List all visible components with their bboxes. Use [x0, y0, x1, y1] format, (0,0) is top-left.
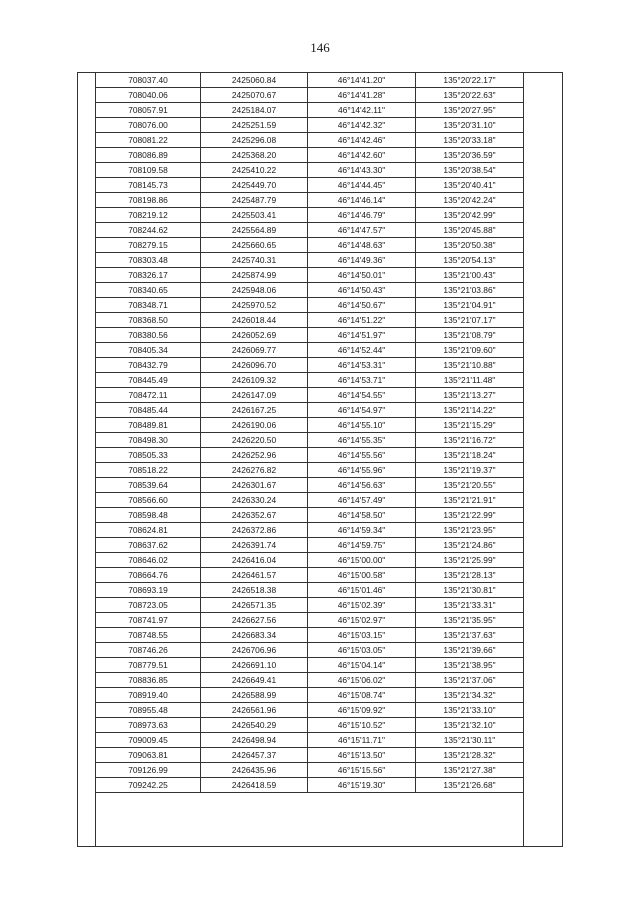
longitude-cell: 135°21'27.38"	[416, 763, 524, 778]
longitude-cell: 135°20'36.59"	[416, 148, 524, 163]
longitude-cell: 135°21'07.17"	[416, 313, 524, 328]
longitude-cell: 135°21'34.32"	[416, 688, 524, 703]
table-row	[96, 313, 524, 328]
longitude-cell: 135°21'33.31"	[416, 598, 524, 613]
y-coordinate-cell: 2426372.86	[201, 523, 308, 538]
x-coordinate-cell: 708489.81	[96, 418, 201, 433]
table-row	[96, 478, 524, 493]
longitude-cell: 135°21'30.11"	[416, 733, 524, 748]
x-coordinate-cell: 708646.02	[96, 553, 201, 568]
latitude-cell: 46°14'58.50"	[308, 508, 416, 523]
y-coordinate-cell: 2426691.10	[201, 658, 308, 673]
table-row	[96, 298, 524, 313]
latitude-cell: 46°14'42.11"	[308, 103, 416, 118]
latitude-cell: 46°14'54.55"	[308, 388, 416, 403]
longitude-cell: 135°21'26.68"	[416, 778, 524, 793]
table-row	[96, 283, 524, 298]
longitude-cell: 135°21'11.48"	[416, 373, 524, 388]
table-row	[96, 403, 524, 418]
x-coordinate-cell: 709242.25	[96, 778, 201, 793]
longitude-cell: 135°21'00.43"	[416, 268, 524, 283]
latitude-cell: 46°15'13.50"	[308, 748, 416, 763]
x-coordinate-cell: 708637.62	[96, 538, 201, 553]
y-coordinate-cell: 2426540.29	[201, 718, 308, 733]
table-row	[96, 148, 524, 163]
x-coordinate-cell: 708040.06	[96, 88, 201, 103]
latitude-cell: 46°15'02.97"	[308, 613, 416, 628]
y-coordinate-cell: 2426096.70	[201, 358, 308, 373]
latitude-cell: 46°15'08.74"	[308, 688, 416, 703]
table-row	[96, 418, 524, 433]
y-coordinate-cell: 2425410.22	[201, 163, 308, 178]
table-row	[96, 553, 524, 568]
x-coordinate-cell: 708485.44	[96, 403, 201, 418]
table-row	[96, 253, 524, 268]
longitude-cell: 135°21'09.60"	[416, 343, 524, 358]
x-coordinate-cell: 708693.19	[96, 583, 201, 598]
y-coordinate-cell: 2425070.67	[201, 88, 308, 103]
latitude-cell: 46°15'00.58"	[308, 568, 416, 583]
x-coordinate-cell: 708539.64	[96, 478, 201, 493]
table-row	[96, 763, 524, 778]
x-coordinate-cell: 708340.65	[96, 283, 201, 298]
table-row	[96, 223, 524, 238]
x-coordinate-cell: 708748.55	[96, 628, 201, 643]
latitude-cell: 46°14'55.56"	[308, 448, 416, 463]
y-coordinate-cell: 2425296.08	[201, 133, 308, 148]
latitude-cell: 46°14'55.10"	[308, 418, 416, 433]
latitude-cell: 46°14'47.57"	[308, 223, 416, 238]
y-coordinate-cell: 2426252.96	[201, 448, 308, 463]
table-row	[96, 133, 524, 148]
latitude-cell: 46°14'59.34"	[308, 523, 416, 538]
table-row	[96, 268, 524, 283]
y-coordinate-cell: 2425060.84	[201, 73, 308, 88]
x-coordinate-cell: 708518.22	[96, 463, 201, 478]
latitude-cell: 46°14'42.46"	[308, 133, 416, 148]
latitude-cell: 46°14'41.20"	[308, 73, 416, 88]
latitude-cell: 46°15'06.02"	[308, 673, 416, 688]
longitude-cell: 135°21'19.37"	[416, 463, 524, 478]
longitude-cell: 135°21'03.86"	[416, 283, 524, 298]
latitude-cell: 46°14'50.67"	[308, 298, 416, 313]
longitude-cell: 135°21'18.24"	[416, 448, 524, 463]
latitude-cell: 46°14'46.79"	[308, 208, 416, 223]
latitude-cell: 46°15'03.05"	[308, 643, 416, 658]
y-coordinate-cell: 2426627.56	[201, 613, 308, 628]
latitude-cell: 46°15'03.15"	[308, 628, 416, 643]
longitude-cell: 135°21'14.22"	[416, 403, 524, 418]
x-coordinate-cell: 708279.15	[96, 238, 201, 253]
table-row	[96, 733, 524, 748]
longitude-cell: 135°20'38.54"	[416, 163, 524, 178]
x-coordinate-cell: 708836.85	[96, 673, 201, 688]
longitude-cell: 135°21'35.95"	[416, 613, 524, 628]
longitude-cell: 135°21'32.10"	[416, 718, 524, 733]
y-coordinate-cell: 2426435.96	[201, 763, 308, 778]
x-coordinate-cell: 708109.58	[96, 163, 201, 178]
y-coordinate-cell: 2426190.06	[201, 418, 308, 433]
latitude-cell: 46°14'51.22"	[308, 313, 416, 328]
longitude-cell: 135°21'28.32"	[416, 748, 524, 763]
longitude-cell: 135°21'16.72"	[416, 433, 524, 448]
table-row	[96, 358, 524, 373]
y-coordinate-cell: 2426457.37	[201, 748, 308, 763]
table-row	[96, 493, 524, 508]
longitude-cell: 135°21'38.95"	[416, 658, 524, 673]
x-coordinate-cell: 708380.56	[96, 328, 201, 343]
y-coordinate-cell: 2426167.25	[201, 403, 308, 418]
y-coordinate-cell: 2426069.77	[201, 343, 308, 358]
table-row	[96, 703, 524, 718]
x-coordinate-cell: 708919.40	[96, 688, 201, 703]
y-coordinate-cell: 2425184.07	[201, 103, 308, 118]
latitude-cell: 46°15'01.46"	[308, 583, 416, 598]
x-coordinate-cell: 708405.34	[96, 343, 201, 358]
latitude-cell: 46°15'04.14"	[308, 658, 416, 673]
latitude-cell: 46°14'49.36"	[308, 253, 416, 268]
y-coordinate-cell: 2426418.59	[201, 778, 308, 793]
longitude-cell: 135°21'13.27"	[416, 388, 524, 403]
table-row	[96, 523, 524, 538]
y-coordinate-cell: 2426518.38	[201, 583, 308, 598]
latitude-cell: 46°15'02.39"	[308, 598, 416, 613]
x-coordinate-cell: 708432.79	[96, 358, 201, 373]
longitude-cell: 135°20'42.99"	[416, 208, 524, 223]
y-coordinate-cell: 2425449.70	[201, 178, 308, 193]
latitude-cell: 46°14'57.49"	[308, 493, 416, 508]
latitude-cell: 46°14'50.43"	[308, 283, 416, 298]
coordinates-table-body	[96, 73, 524, 793]
table-row	[96, 658, 524, 673]
x-coordinate-cell: 708348.71	[96, 298, 201, 313]
y-coordinate-cell: 2426416.04	[201, 553, 308, 568]
table-row	[96, 193, 524, 208]
latitude-cell: 46°14'56.63"	[308, 478, 416, 493]
table-row	[96, 88, 524, 103]
longitude-cell: 135°21'23.95"	[416, 523, 524, 538]
y-coordinate-cell: 2426352.67	[201, 508, 308, 523]
longitude-cell: 135°21'08.79"	[416, 328, 524, 343]
x-coordinate-cell: 708566.60	[96, 493, 201, 508]
longitude-cell: 135°21'25.99"	[416, 553, 524, 568]
longitude-cell: 135°21'28.13"	[416, 568, 524, 583]
y-coordinate-cell: 2425874.99	[201, 268, 308, 283]
y-coordinate-cell: 2425251.59	[201, 118, 308, 133]
latitude-cell: 46°15'15.56"	[308, 763, 416, 778]
table-row	[96, 508, 524, 523]
y-coordinate-cell: 2426018.44	[201, 313, 308, 328]
latitude-cell: 46°14'51.97"	[308, 328, 416, 343]
x-coordinate-cell: 708445.49	[96, 373, 201, 388]
longitude-cell: 135°21'30.81"	[416, 583, 524, 598]
table-row	[96, 328, 524, 343]
table-row	[96, 238, 524, 253]
y-coordinate-cell: 2425970.52	[201, 298, 308, 313]
longitude-cell: 135°21'39.66"	[416, 643, 524, 658]
y-coordinate-cell: 2425368.20	[201, 148, 308, 163]
x-coordinate-cell: 708973.63	[96, 718, 201, 733]
table-row	[96, 388, 524, 403]
x-coordinate-cell: 709009.45	[96, 733, 201, 748]
y-coordinate-cell: 2426588.99	[201, 688, 308, 703]
x-coordinate-cell: 708368.50	[96, 313, 201, 328]
latitude-cell: 46°14'41.28"	[308, 88, 416, 103]
latitude-cell: 46°14'55.96"	[308, 463, 416, 478]
table-row	[96, 118, 524, 133]
x-coordinate-cell: 708076.00	[96, 118, 201, 133]
latitude-cell: 46°14'54.97"	[308, 403, 416, 418]
longitude-cell: 135°21'37.06"	[416, 673, 524, 688]
y-coordinate-cell: 2426683.34	[201, 628, 308, 643]
x-coordinate-cell: 708303.48	[96, 253, 201, 268]
y-coordinate-cell: 2426301.67	[201, 478, 308, 493]
longitude-cell: 135°21'15.29"	[416, 418, 524, 433]
latitude-cell: 46°14'53.31"	[308, 358, 416, 373]
longitude-cell: 135°20'22.63"	[416, 88, 524, 103]
x-coordinate-cell: 708498.30	[96, 433, 201, 448]
x-coordinate-cell: 708219.12	[96, 208, 201, 223]
x-coordinate-cell: 708746.26	[96, 643, 201, 658]
latitude-cell: 46°15'19.30"	[308, 778, 416, 793]
y-coordinate-cell: 2425503.41	[201, 208, 308, 223]
x-coordinate-cell: 708198.86	[96, 193, 201, 208]
longitude-cell: 135°21'33.10"	[416, 703, 524, 718]
x-coordinate-cell: 708664.76	[96, 568, 201, 583]
table-row	[96, 103, 524, 118]
longitude-cell: 135°20'42.24"	[416, 193, 524, 208]
x-coordinate-cell: 709126.99	[96, 763, 201, 778]
latitude-cell: 46°14'46.14"	[308, 193, 416, 208]
x-coordinate-cell: 708057.91	[96, 103, 201, 118]
y-coordinate-cell: 2425740.31	[201, 253, 308, 268]
table-row	[96, 688, 524, 703]
y-coordinate-cell: 2426220.50	[201, 433, 308, 448]
longitude-cell: 135°21'10.88"	[416, 358, 524, 373]
longitude-cell: 135°21'20.55"	[416, 478, 524, 493]
x-coordinate-cell: 708081.22	[96, 133, 201, 148]
latitude-cell: 46°14'44.45"	[308, 178, 416, 193]
table-row	[96, 178, 524, 193]
longitude-cell: 135°20'22.17"	[416, 73, 524, 88]
table-row	[96, 598, 524, 613]
table-row	[96, 373, 524, 388]
latitude-cell: 46°14'43.30"	[308, 163, 416, 178]
x-coordinate-cell: 708472.11	[96, 388, 201, 403]
latitude-cell: 46°14'59.75"	[308, 538, 416, 553]
longitude-cell: 135°21'24.86"	[416, 538, 524, 553]
y-coordinate-cell: 2425564.89	[201, 223, 308, 238]
x-coordinate-cell: 708505.33	[96, 448, 201, 463]
table-row	[96, 433, 524, 448]
latitude-cell: 46°14'50.01"	[308, 268, 416, 283]
x-coordinate-cell: 708145.73	[96, 178, 201, 193]
longitude-cell: 135°21'37.63"	[416, 628, 524, 643]
x-coordinate-cell: 708037.40	[96, 73, 201, 88]
longitude-cell: 135°20'33.18"	[416, 133, 524, 148]
table-row	[96, 628, 524, 643]
latitude-cell: 46°14'42.60"	[308, 148, 416, 163]
table-row	[96, 718, 524, 733]
table-row	[96, 748, 524, 763]
y-coordinate-cell: 2426052.69	[201, 328, 308, 343]
x-coordinate-cell: 708086.89	[96, 148, 201, 163]
y-coordinate-cell: 2425660.65	[201, 238, 308, 253]
table-row	[96, 613, 524, 628]
y-coordinate-cell: 2426571.35	[201, 598, 308, 613]
table-row	[96, 643, 524, 658]
x-coordinate-cell: 708955.48	[96, 703, 201, 718]
y-coordinate-cell: 2425487.79	[201, 193, 308, 208]
y-coordinate-cell: 2426330.24	[201, 493, 308, 508]
table-row	[96, 163, 524, 178]
x-coordinate-cell: 708779.51	[96, 658, 201, 673]
table-row	[96, 538, 524, 553]
y-coordinate-cell: 2425948.06	[201, 283, 308, 298]
y-coordinate-cell: 2426147.09	[201, 388, 308, 403]
y-coordinate-cell: 2426561.96	[201, 703, 308, 718]
y-coordinate-cell: 2426461.57	[201, 568, 308, 583]
longitude-cell: 135°20'54.13"	[416, 253, 524, 268]
y-coordinate-cell: 2426276.82	[201, 463, 308, 478]
table-row	[96, 673, 524, 688]
latitude-cell: 46°14'52.44"	[308, 343, 416, 358]
y-coordinate-cell: 2426649.41	[201, 673, 308, 688]
latitude-cell: 46°14'55.35"	[308, 433, 416, 448]
table-row	[96, 568, 524, 583]
x-coordinate-cell: 708244.62	[96, 223, 201, 238]
table-row	[96, 583, 524, 598]
latitude-cell: 46°15'10.52"	[308, 718, 416, 733]
longitude-cell: 135°20'50.38"	[416, 238, 524, 253]
x-coordinate-cell: 708624.81	[96, 523, 201, 538]
latitude-cell: 46°14'48.63"	[308, 238, 416, 253]
longitude-cell: 135°21'21.91"	[416, 493, 524, 508]
y-coordinate-cell: 2426391.74	[201, 538, 308, 553]
table-row	[96, 208, 524, 223]
latitude-cell: 46°14'53.71"	[308, 373, 416, 388]
latitude-cell: 46°15'00.00"	[308, 553, 416, 568]
longitude-cell: 135°21'04.91"	[416, 298, 524, 313]
x-coordinate-cell: 708741.97	[96, 613, 201, 628]
longitude-cell: 135°20'45.88"	[416, 223, 524, 238]
latitude-cell: 46°15'09.92"	[308, 703, 416, 718]
table-row	[96, 448, 524, 463]
latitude-cell: 46°14'42.32"	[308, 118, 416, 133]
longitude-cell: 135°20'27.95"	[416, 103, 524, 118]
page-number: 146	[310, 40, 330, 55]
coordinates-table	[95, 72, 524, 793]
y-coordinate-cell: 2426498.94	[201, 733, 308, 748]
table-row	[96, 778, 524, 793]
x-coordinate-cell: 708723.05	[96, 598, 201, 613]
latitude-cell: 46°15'11.71"	[308, 733, 416, 748]
y-coordinate-cell: 2426109.32	[201, 373, 308, 388]
x-coordinate-cell: 708326.17	[96, 268, 201, 283]
longitude-cell: 135°20'31.10"	[416, 118, 524, 133]
x-coordinate-cell: 709063.81	[96, 748, 201, 763]
y-coordinate-cell: 2426706.96	[201, 643, 308, 658]
longitude-cell: 135°21'22.99"	[416, 508, 524, 523]
longitude-cell: 135°20'40.41"	[416, 178, 524, 193]
table-row	[96, 343, 524, 358]
table-row	[96, 463, 524, 478]
x-coordinate-cell: 708598.48	[96, 508, 201, 523]
table-row	[96, 73, 524, 88]
